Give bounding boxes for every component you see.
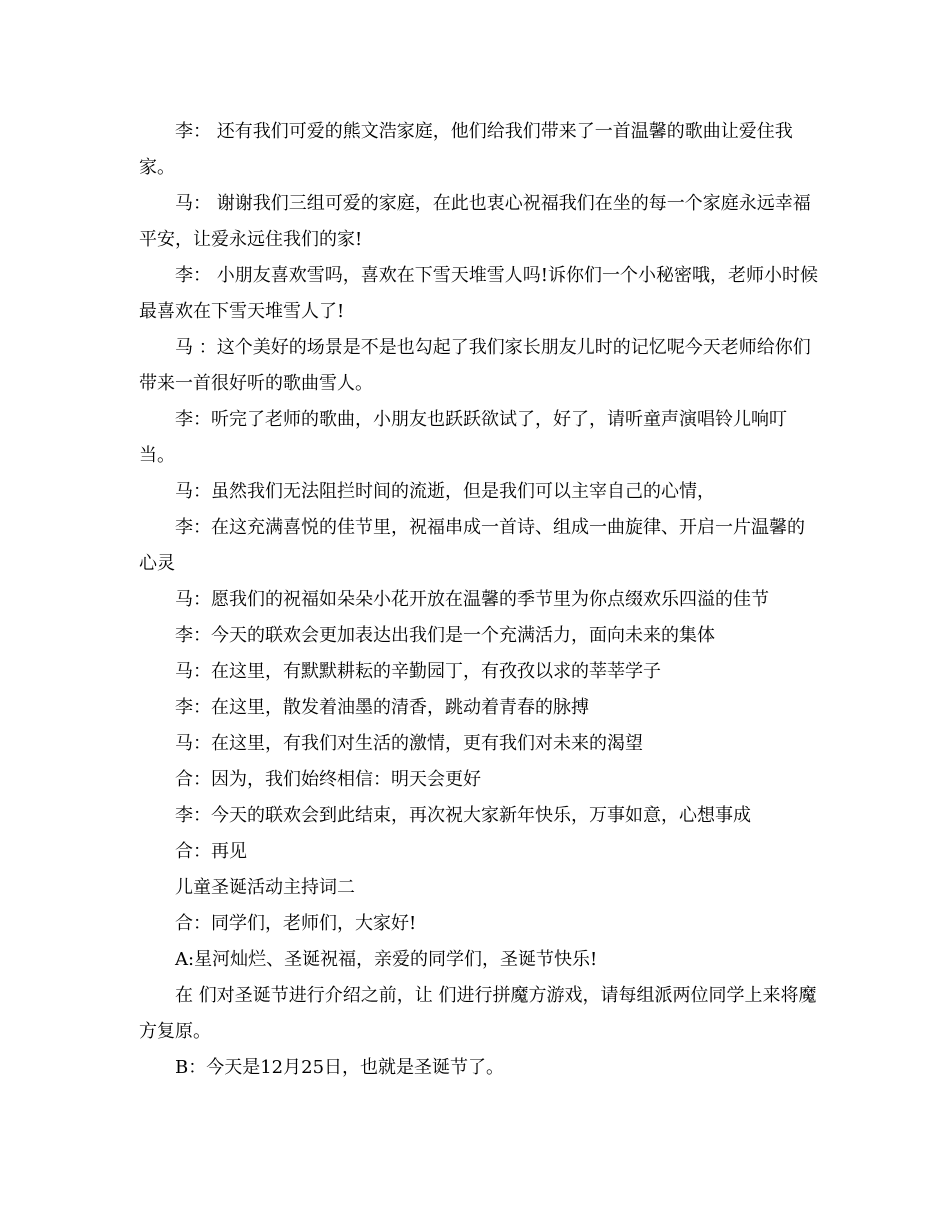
paragraph-1: 李： 还有我们可爱的熊文浩家庭，他们给我们带来了一首温馨的歌曲让爱住我家。 — [139, 121, 793, 178]
paragraph-10: 马：在这里，有默默耕耘的辛勤园丁，有孜孜以求的莘莘学子 — [175, 661, 661, 682]
paragraph-12: 马：在这里，有我们对生活的激情，更有我们对未来的渴望 — [175, 733, 643, 754]
paragraph-8: 马：愿我们的祝福如朵朵小花开放在温馨的季节里为你点缀欢乐四溢的佳节 — [175, 589, 769, 610]
paragraph-4: 马 ：这个美好的场景是不是也勾起了我们家长朋友儿时的记忆呢今天老师给你们带来一首很好听的歌曲雪人。 — [139, 337, 811, 394]
section-heading: 儿童圣诞活动主持词二 — [175, 877, 355, 898]
paragraph-11: 李：在这里，散发着油墨的清香，跳动着青春的脉搏 — [175, 697, 589, 718]
paragraph-20: B：今天是12月25日，也就是圣诞节了。 — [175, 1057, 505, 1078]
paragraph-18: A:星河灿烂、圣诞祝福，亲爱的同学们，圣诞节快乐! — [175, 949, 598, 970]
paragraph-17: 合：同学们，老师们，大家好! — [175, 913, 417, 934]
paragraph-3: 李： 小朋友喜欢雪吗，喜欢在下雪天堆雪人吗!诉你们一个小秘密哦，老师小时候最喜欢在下雪天堆雪人了! — [139, 265, 818, 322]
document-page — [139, 114, 819, 1086]
paragraph-15: 合：再见 — [175, 841, 247, 862]
paragraph-13: 合：因为，我们始终相信：明天会更好 — [175, 769, 481, 790]
paragraph-7: 李：在这充满喜悦的佳节里，祝福串成一首诗、组成一曲旋律、开启一片温馨的心灵 — [139, 517, 805, 574]
paragraph-2: 马： 谢谢我们三组可爱的家庭，在此也衷心祝福我们在坐的每一个家庭永远幸福平安，让爱永远住我们的家! — [139, 193, 811, 250]
paragraph-6: 马：虽然我们无法阻拦时间的流逝，但是我们可以主宰自己的心情， — [175, 481, 715, 502]
paragraph-5: 李：听完了老师的歌曲，小朋友也跃跃欲试了，好了，请听童声演唱铃儿响叮当。 — [139, 409, 787, 466]
paragraph-9: 李：今天的联欢会更加表达出我们是一个充满活力，面向未来的集体 — [175, 625, 715, 646]
paragraph-14: 李：今天的联欢会到此结束，再次祝大家新年快乐，万事如意，心想事成 — [175, 805, 751, 826]
paragraph-19: 在 们对圣诞节进行介绍之前，让 们进行拼魔方游戏，请每组派两位同学上来将魔方复原。 — [139, 985, 817, 1042]
